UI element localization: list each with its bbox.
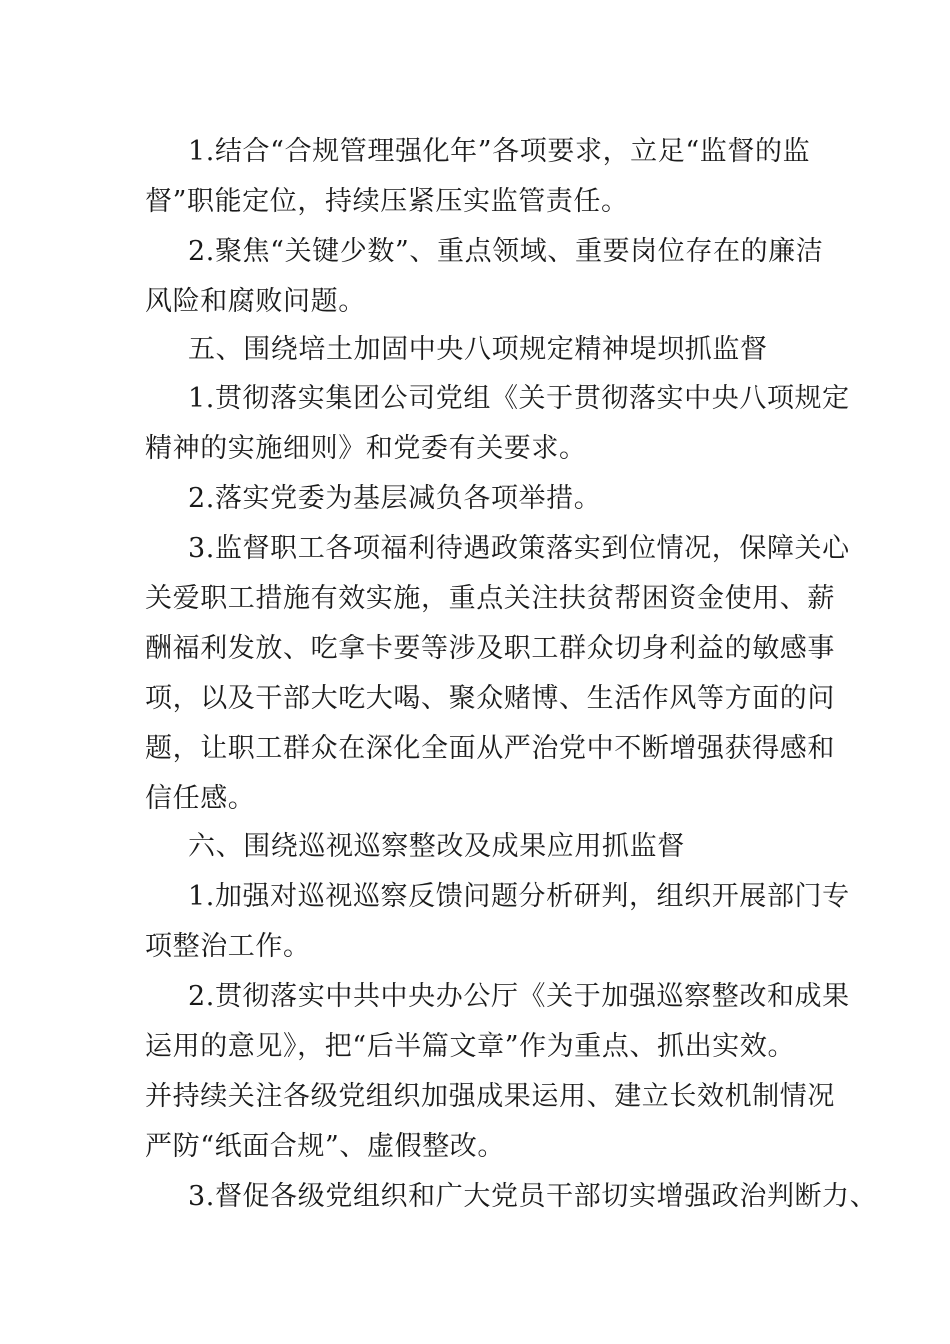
paragraph-line: 酬福利发放、吃拿卡要等涉及职工群众切身利益的敏感事 [145,633,835,664]
paragraph-line: 督”职能定位，持续压紧压实监管责任。 [145,186,629,217]
paragraph-line: 信任感。 [145,783,256,814]
paragraph-line: 1.贯彻落实集团公司党组《关于贯彻落实中央八项规定 [188,383,850,414]
paragraph-line: 项，以及干部大吃大喝、聚众赌博、生活作风等方面的问 [145,683,835,714]
paragraph-line: 并持续关注各级党组织加强成果运用、建立长效机制情况 [145,1081,835,1112]
paragraph-line: 2.落实党委为基层减负各项举措。 [188,483,602,514]
paragraph-line: 1.结合“合规管理强化年”各项要求，立足“监督的监 [188,136,811,167]
paragraph-line: 严防“纸面合规”、虚假整改。 [145,1131,506,1162]
paragraph-line: 3.督促各级党组织和广大党员干部切实增强政治判断力、 [188,1181,878,1212]
paragraph-line: 3.监督职工各项福利待遇政策落实到位情况，保障关心 [188,533,850,564]
paragraph-line: 精神的实施细则》和党委有关要求。 [145,433,587,464]
paragraph-line: 风险和腐败问题。 [145,286,366,317]
paragraph-line: 项整治工作。 [145,931,311,962]
paragraph-line: 运用的意见》，把“后半篇文章”作为重点、抓出实效。 [145,1031,796,1062]
paragraph-line: 关爱职工措施有效实施，重点关注扶贫帮困资金使用、薪 [145,583,835,614]
section-heading: 六、围绕巡视巡察整改及成果应用抓监督 [188,831,685,862]
paragraph-line: 2.贯彻落实中共中央办公厅《关于加强巡察整改和成果 [188,981,850,1012]
paragraph-line: 题，让职工群众在深化全面从严治党中不断增强获得感和 [145,733,835,764]
paragraph-line: 2.聚焦“关键少数”、重点领域、重要岗位存在的廉洁 [188,236,824,267]
section-heading: 五、围绕培土加固中央八项规定精神堤坝抓监督 [188,334,768,365]
paragraph-line: 1.加强对巡视巡察反馈问题分析研判，组织开展部门专 [188,881,850,912]
